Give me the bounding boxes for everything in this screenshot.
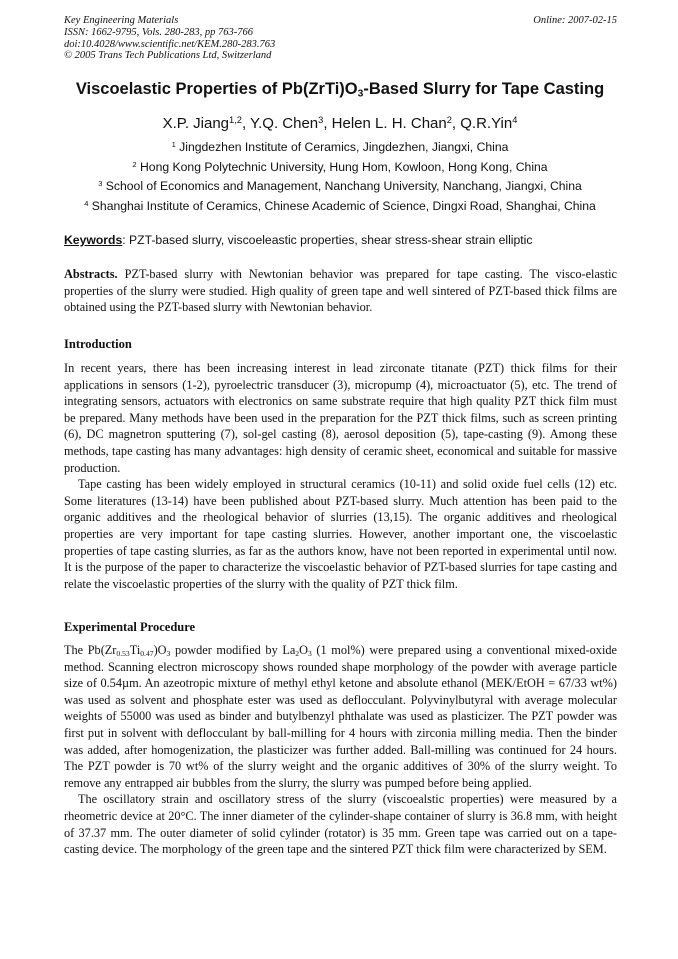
title-pre: Viscoelastic Properties of Pb(ZrTi)O (75, 80, 358, 98)
issn-line: ISSN: 1662-9795, Vols. 280-283, pp 763-766 (64, 26, 253, 38)
section-heading-introduction: Introduction (64, 337, 132, 351)
abstract (64, 266, 617, 316)
paragraph: Tape casting has been widely employed in structural ceramics (10-11) and solid oxide fuel cells (12) etc. Some literatures (13-14) have been published about PZT-based slurry. Much attention has been paid to the organic additives and the rheological behavior of slurries (13,15). The organic additives and rheological properties are very important for tape casting slurries. However, another important one, the viscoelastic properties of tape casting slurries, as far as the authors know, have not been reported in experimental until now. It is the purpose of the paper to characterize the viscoelastic behavior of PZT-based slurries for tape casting and relate the viscoelastic properties of the slurry with the quality of PZT thick film. (64, 477, 617, 591)
author: Helen L. H. Chan$^2$, (331, 114, 461, 132)
affiliation: $^1$ Jingdezhen Institute of Ceramics, Jingdezhen, Jiangxi, China (171, 139, 509, 154)
affiliation-list (40, 138, 640, 216)
author: Q.R.Yin$^4$ (460, 114, 518, 132)
affiliation: $^3$ School of Economics and Management, Nanchang University, Nanchang, Jiangxi, China (98, 179, 582, 194)
paper-title (40, 80, 640, 99)
keywords (64, 233, 617, 247)
author-list (40, 115, 640, 132)
title-post: -Based Slurry for Tape Casting (363, 80, 605, 98)
copyright-line: © 2005 Trans Tech Publications Ltd, Switzerland (64, 50, 272, 62)
journal-name: Key Engineering Materials (64, 15, 179, 26)
paragraph: The oscillatory strain and oscillatory stress of the slurry (viscoealstic properties) were measured by a rheometric device at 20°C. The inner diameter of the cylinder-shape container of slurry is 36.8 mm, with height of 37.37 mm. The outer diameter of solid cylinder (rotator) is 35 mm. Green tape was carried out on a tape-casting device. The morphology of the green tape and the sintered PZT thick film were characterized by SEM. (64, 792, 617, 857)
section-heading-experimental: Experimental Procedure (64, 620, 196, 634)
affiliation: $^4$ Shanghai Institute of Ceramics, Chinese Academic of Science, Dingxi Road, Shanghai, China (84, 198, 596, 213)
title-sub: 3 (357, 88, 364, 100)
abstract-text: PZT-based slurry with Newtonian behavior was prepared for tape casting. The visco-elastic properties of the slurry were studied. High quality of green tape and well sintered of PZT-based thick films are obtained using the PZT-based slurry with Newtonian behavior. (64, 267, 617, 315)
paragraph: In recent years, there has been increasing interest in lead zirconate titanate (PZT) thick films for their applications in sensors (1-2), pyroelectric transducer (3), micropump (4), microactuator (5), etc. The trend of integrating sensors, actuators with electronics on same substrate require that high quality PZT thick film must be prepared. Many methods have been used in the preparation for the PZT thick films, such as screen printing (6), DC magnetron sputtering (7), sol-gel casting (8), aerosol deposition (5), tape-casting (9). Among these methods, tape casting has many advantages: high density of ceramic sheet, economical and suitable for massive production. (64, 361, 617, 475)
doi-line: doi:10.4028/www.scientific.net/KEM.280-283.763 (64, 38, 276, 50)
keywords-text: : PZT-based slurry, viscoeleastic properties, shear stress-shear strain elliptic (122, 233, 533, 247)
online-date: Online: 2007-02-15 (533, 15, 617, 26)
affiliation: $^2$ Hong Kong Polytechnic University, Hung Hom, Kowloon, Hong Kong, China (132, 159, 548, 174)
abstract-lead: Abstracts. (64, 267, 118, 281)
paragraph: The $Pb(Zr_{0.53}Ti_{0.47})O_3$ powder modified by $La_2O_3$ (1 mol%) were prepared using a conventional mixed-oxide method. Scanning electron microscopy shows rounded shape morphology of the powder with average particle size of 0.54µm. An azeotropic mixture of methyl ethyl ketone and absolute ethanol (MEK/EtOH = 67/33 wt%) was used as solvent and phosphate ester was used as deflocculant. Polyvinylbutyral with average molecular weights of 55000 was used as binder and butylbenzyl phthalate was used as plasticizer. The PZT powder was first put in solvent with deflocculant by ball-milling for 4 hours with zirconia milling media. Then the binder was added, after homogenization, the plasticizer was further added. Ball-milling was continued for 24 hours. The PZT powder is 70 wt% of the slurry weight and the organic additives of 30% of the slurry weight. To remove any entrapped air bubbles from the slurry, the slurry was pumped before being applied. (64, 643, 617, 790)
header-left (64, 15, 275, 62)
keywords-label: Keywords (64, 233, 123, 247)
introduction-body (64, 360, 617, 592)
author: X.P. Jiang$^{1,2}$, (162, 114, 251, 132)
experimental-body (64, 642, 617, 858)
author: Y.Q. Chen$^3$, (250, 114, 332, 132)
